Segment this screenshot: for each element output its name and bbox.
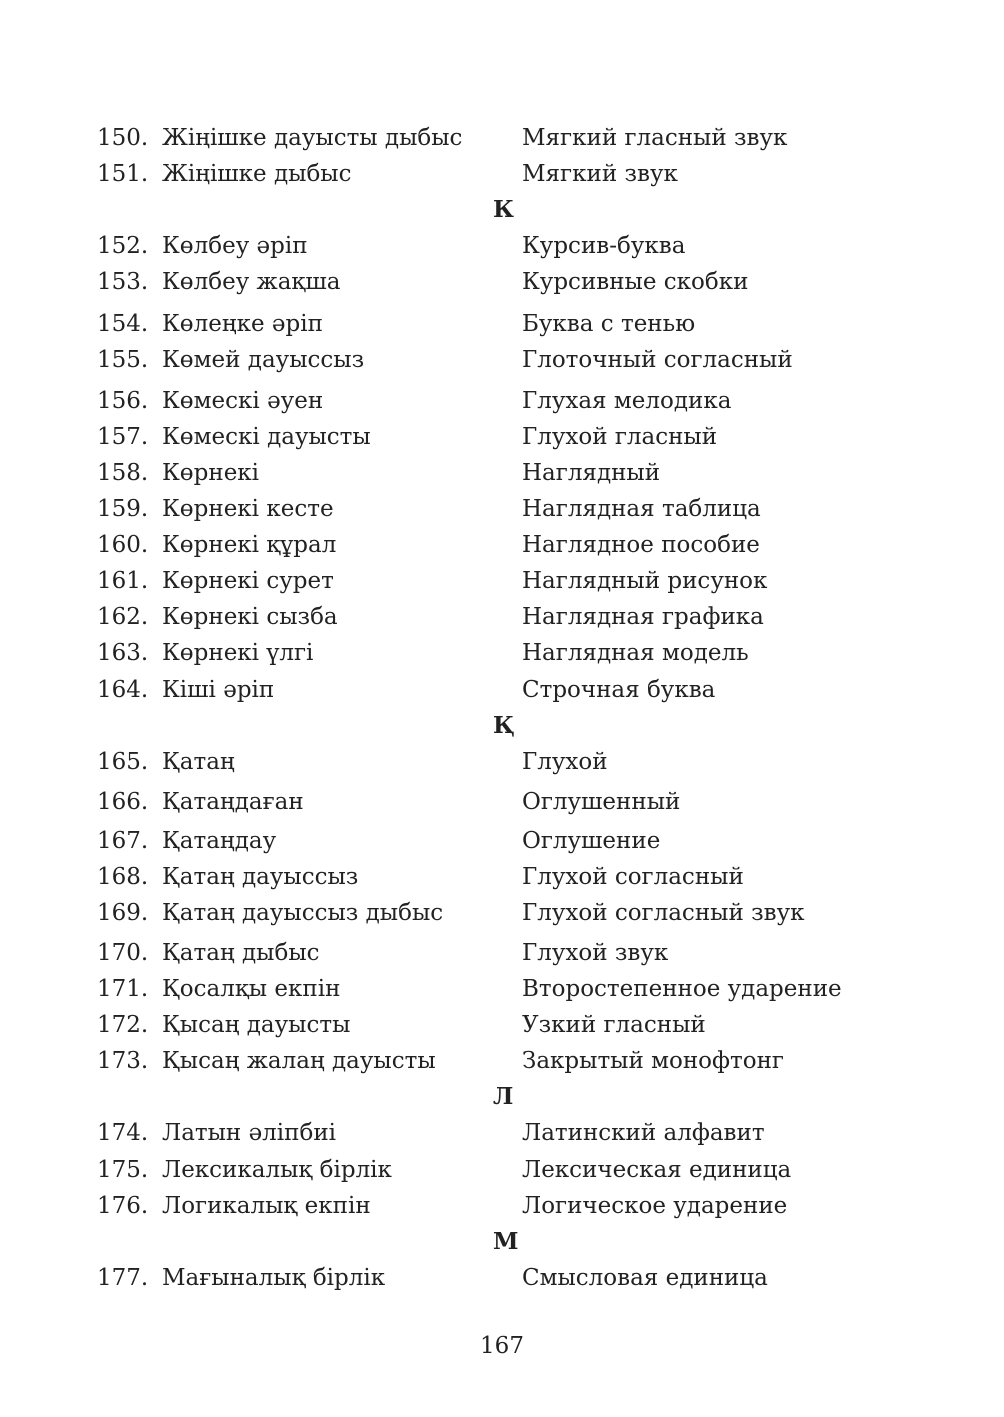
page-number: 167 — [480, 1333, 524, 1359]
entry-term-kazakh: Мағыналық бірлік — [162, 1265, 386, 1291]
entry-term-kazakh: Латын әліпбиі — [162, 1120, 337, 1146]
entry-number: 158. — [97, 460, 149, 486]
entry-number: 167. — [97, 828, 149, 854]
entry-term-russian: Латинский алфавит — [522, 1120, 765, 1146]
entry-term-kazakh: Қатаң дыбыс — [162, 940, 320, 966]
entry-term-russian: Оглушенный — [522, 789, 681, 815]
entry-row — [0, 898, 1004, 928]
entry-number: 151. — [97, 161, 149, 187]
entry-term-kazakh: Көлбеу әріп — [162, 233, 308, 259]
entry-number: 165. — [97, 749, 149, 775]
entry-term-kazakh: Кіші әріп — [162, 677, 275, 703]
entry-term-russian: Мягкий гласный звук — [522, 125, 788, 151]
entry-term-kazakh: Жіңішке дауысты дыбыс — [162, 125, 463, 151]
entry-term-russian: Логическое ударение — [522, 1193, 788, 1219]
entry-row — [0, 675, 1004, 705]
entry-row — [0, 422, 1004, 452]
entry-number: 159. — [97, 496, 149, 522]
entry-row — [0, 602, 1004, 632]
entry-term-kazakh: Көмей дауыссыз — [162, 347, 365, 373]
entry-term-russian: Узкий гласный — [522, 1012, 706, 1038]
entry-row — [0, 787, 1004, 817]
entry-row — [0, 345, 1004, 375]
section-letter: Қ — [493, 712, 515, 739]
entry-term-russian: Наглядный рисунок — [522, 568, 768, 594]
entry-row — [0, 1155, 1004, 1185]
entry-number: 152. — [97, 233, 149, 259]
entry-term-russian: Глухой — [522, 749, 608, 775]
entry-term-kazakh: Көрнекі кесте — [162, 496, 334, 522]
section-letter: Л — [493, 1083, 514, 1110]
entry-term-kazakh: Қысаң жалаң дауысты — [162, 1048, 436, 1074]
entry-term-kazakh: Лексикалық бірлік — [162, 1157, 392, 1183]
entry-number: 156. — [97, 388, 149, 414]
entry-term-russian: Глухой гласный — [522, 424, 718, 450]
entry-term-kazakh: Көлбеу жақша — [162, 269, 341, 295]
entry-row — [0, 826, 1004, 856]
entry-term-kazakh: Көмескі әуен — [162, 388, 324, 414]
entry-number: 163. — [97, 640, 149, 666]
entry-row — [0, 1191, 1004, 1221]
entry-number: 173. — [97, 1048, 149, 1074]
entry-term-kazakh: Қатаң дауыссыз — [162, 864, 359, 890]
entry-term-kazakh: Жіңішке дыбыс — [162, 161, 352, 187]
entry-term-russian: Наглядная таблица — [522, 496, 761, 522]
entry-number: 162. — [97, 604, 149, 630]
entry-term-russian: Курсив-буква — [522, 233, 686, 259]
entry-term-russian: Оглушение — [522, 828, 661, 854]
section-letter: М — [493, 1228, 519, 1255]
entry-term-russian: Наглядная модель — [522, 640, 749, 666]
entry-row — [0, 309, 1004, 339]
entry-term-kazakh: Көмескі дауысты — [162, 424, 371, 450]
entry-term-russian: Буква с тенью — [522, 311, 696, 337]
entry-term-kazakh: Көлеңке әріп — [162, 311, 323, 337]
entry-term-kazakh: Көрнекі сызба — [162, 604, 338, 630]
entry-number: 154. — [97, 311, 149, 337]
entry-row — [0, 494, 1004, 524]
entry-term-russian: Закрытый монофтонг — [522, 1048, 784, 1074]
entry-term-russian: Глоточный согласный — [522, 347, 793, 373]
entry-term-kazakh: Логикалық екпін — [162, 1193, 371, 1219]
entry-term-russian: Строчная буква — [522, 677, 716, 703]
entry-term-russian: Глухой согласный звук — [522, 900, 805, 926]
entry-term-russian: Глухой звук — [522, 940, 669, 966]
entry-row — [0, 974, 1004, 1004]
entry-row — [0, 530, 1004, 560]
entry-number: 177. — [97, 1265, 149, 1291]
entry-term-russian: Глухой согласный — [522, 864, 744, 890]
entry-row — [0, 231, 1004, 261]
entry-term-kazakh: Қатаңдау — [162, 828, 277, 854]
entry-number: 174. — [97, 1120, 149, 1146]
entry-term-russian: Наглядный — [522, 460, 661, 486]
entry-term-kazakh: Қатаңдаған — [162, 789, 304, 815]
entry-term-russian: Мягкий звук — [522, 161, 678, 187]
entry-term-kazakh: Көрнекі құрал — [162, 532, 337, 558]
entry-number: 164. — [97, 677, 149, 703]
entry-term-russian: Лексическая единица — [522, 1157, 792, 1183]
entry-number: 172. — [97, 1012, 149, 1038]
entry-number: 175. — [97, 1157, 149, 1183]
entry-number: 150. — [97, 125, 149, 151]
entry-term-russian: Наглядное пособие — [522, 532, 760, 558]
section-letter: К — [493, 196, 514, 223]
entry-number: 153. — [97, 269, 149, 295]
entry-term-russian: Глухая мелодика — [522, 388, 732, 414]
entry-row — [0, 1010, 1004, 1040]
entry-number: 157. — [97, 424, 149, 450]
entry-number: 170. — [97, 940, 149, 966]
entry-term-russian: Смысловая единица — [522, 1265, 768, 1291]
entry-number: 160. — [97, 532, 149, 558]
entry-number: 169. — [97, 900, 149, 926]
entry-row — [0, 267, 1004, 297]
entry-row — [0, 638, 1004, 668]
entry-row — [0, 862, 1004, 892]
entry-row — [0, 386, 1004, 416]
entry-row — [0, 747, 1004, 777]
entry-number: 168. — [97, 864, 149, 890]
entry-term-russian: Курсивные скобки — [522, 269, 749, 295]
entry-row — [0, 458, 1004, 488]
entry-term-kazakh: Көрнекі — [162, 460, 260, 486]
entry-number: 171. — [97, 976, 149, 1002]
entry-term-kazakh: Қысаң дауысты — [162, 1012, 351, 1038]
entry-row — [0, 1046, 1004, 1076]
entry-number: 161. — [97, 568, 149, 594]
entry-number: 166. — [97, 789, 149, 815]
entry-row — [0, 1263, 1004, 1293]
entry-row — [0, 159, 1004, 189]
entry-number: 176. — [97, 1193, 149, 1219]
entry-row — [0, 566, 1004, 596]
entry-row — [0, 123, 1004, 153]
entry-term-russian: Наглядная графика — [522, 604, 764, 630]
entry-number: 155. — [97, 347, 149, 373]
entry-term-kazakh: Қатаң — [162, 749, 235, 775]
entry-row — [0, 938, 1004, 968]
entry-term-kazakh: Көрнекі үлгі — [162, 640, 314, 666]
entry-term-kazakh: Қатаң дауыссыз дыбыс — [162, 900, 444, 926]
entry-row — [0, 1118, 1004, 1148]
entry-term-kazakh: Қосалқы екпін — [162, 976, 341, 1002]
entry-term-kazakh: Көрнекі сурет — [162, 568, 334, 594]
entry-term-russian: Второстепенное ударение — [522, 976, 842, 1002]
